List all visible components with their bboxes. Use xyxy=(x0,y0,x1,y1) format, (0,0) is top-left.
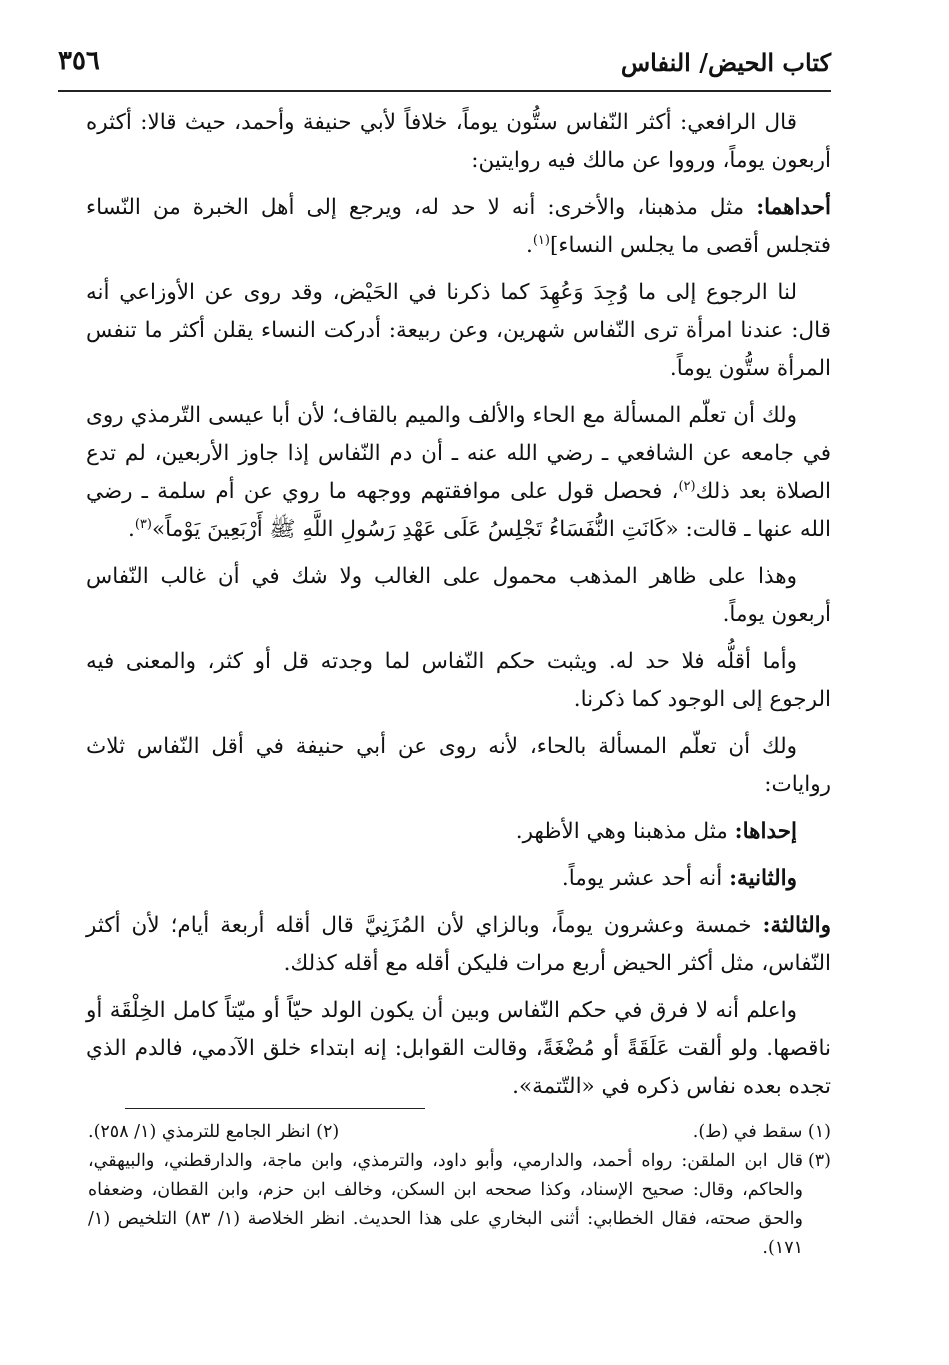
paragraph-abu-hanifa: ولك أن تعلّم المسألة بالحاء، لأنه روى عن أبي حنيفة في أقل النّفاس ثلاث روايات: xyxy=(86,734,831,797)
footnote-3 xyxy=(88,1147,831,1263)
footnote-ref-1[interactable]: (١) xyxy=(532,232,550,248)
paragraph-tirmidhi: ولك أن تعلّم المسألة مع الحاء والألف والميم بالقاف؛ لأن أبا عيسى التّرمذي روى في جامعه عن الشافعي ـ رضي الله عنه ـ أن دم النّفاس إذا جاوز الأربعين، لم تدع الصلاة بعد ذلك$^{(٢)}$، فحصل قول على موافقتهم ووجهه ما روي عن أم سلمة ـ رضي الله عنها ـ قالت: «كَانَتِ النُّفَسَاءُ تَجْلِسُ عَلَى عَهْدِ رَسُولِ اللَّهِ ﷺ أَرْبَعِينَ يَوْماً»$^{(٣)}$. xyxy=(86,403,831,542)
paragraph-first-narration: أحداهما: مثل مذهبنا، والأخرى: أنه لا حد له، ويرجع إلى أهل الخبرة من النّساء فتجلس أقصى ما يجلس النساء]$^{(١)}$. xyxy=(86,195,831,258)
narration-label: أحداهما: xyxy=(756,195,831,220)
main-text xyxy=(86,104,831,1115)
page-number: ٣٥٦ xyxy=(58,46,100,76)
list-item-second: والثانية: أنه أحد عشر يوماً. xyxy=(561,866,797,891)
footnote-1: (١) سقط في (ط). xyxy=(692,1122,831,1142)
paragraph-majority: وهذا على ظاهر المذهب محمول على الغالب ولا شك في أن غالب النّفاس أربعون يوماً. xyxy=(86,564,831,627)
footnote-3-number: (٣) xyxy=(807,1151,831,1171)
chapter-title: كتاب الحيض/ النفاس xyxy=(620,48,831,77)
running-header xyxy=(58,42,831,92)
footnotes xyxy=(88,1118,831,1263)
paragraph-awzai: لنا الرجوع إلى ما وُجِدَ وَعُهِدَ كما ذكرنا في الحَيْض، وقد روى عن الأوزاعي أنه قال: عندنا امرأة ترى النّفاس شهرين، وعن ربيعة: أدركت النساء يقلن أكثر ما تنفس المرأة ستُّون يوماً. xyxy=(86,280,831,381)
list-item-first: إحداها: مثل مذهبنا وهي الأظهر. xyxy=(515,819,797,844)
list-item-third: والثالثة: خمسة وعشرون يوماً، وبالزاي لأن المُزَنِيَّ قال أقله أربعة أيام؛ لأن أكثر النّفاس، مثل أكثر الحيض أربع مرات فليكن أقله مع أقله كذلك. xyxy=(86,913,831,976)
footnote-ref-3[interactable]: (٣) xyxy=(134,516,152,532)
footnote-2: (٢) انظر الجامع للترمذي (١/ ٢٥٨). xyxy=(88,1122,340,1142)
paragraph-rafii: قال الرافعي: أكثر النّفاس ستُّون يوماً، خلافاً لأبي حنيفة وأحمد، حيث قالا: أكثره أربعون يوماً، ورووا عن مالك فيه روايتين: xyxy=(86,110,831,173)
footnote-ref-2[interactable]: (٢) xyxy=(678,478,696,494)
footnote-3-text: قال ابن الملقن: رواه أحمد، والدارمي، وأبو داود، والترمذي، وابن ماجة، والدارقطني، والبيهقي، والحاكم، وقال: صحيح الإسناد، وكذا صححه ابن السكن، وخالف ابن حزم، وابن القطان، وضعفاه والحق صحته، فقال الخطابي: أثنى البخاري على هذا الحديث. انظر الخلاصة (١/ ٨٣) التلخيص (١/ ١٧١). xyxy=(88,1151,803,1258)
paragraph-minimum: وأما أقلُّه فلا حد له. ويثبت حكم النّفاس لما وجدته قل أو كثر، والمعنى فيه الرجوع إلى الوجود كما ذكرنا. xyxy=(86,649,831,712)
footnote-row xyxy=(88,1118,831,1147)
paragraph-no-difference: واعلم أنه لا فرق في حكم النّفاس وبين أن يكون الولد حيّاً أو ميّتاً كامل الخِلْقَة أو ناقصها. ولو ألقت عَلَقَةً أو مُضْغَةً، وقالت القوابل: إنه ابتداء خلق الآدمي، فالدم الذي تجده بعده نفاس ذكره في «التّتمة». xyxy=(86,998,831,1099)
footnote-divider xyxy=(125,1108,425,1109)
